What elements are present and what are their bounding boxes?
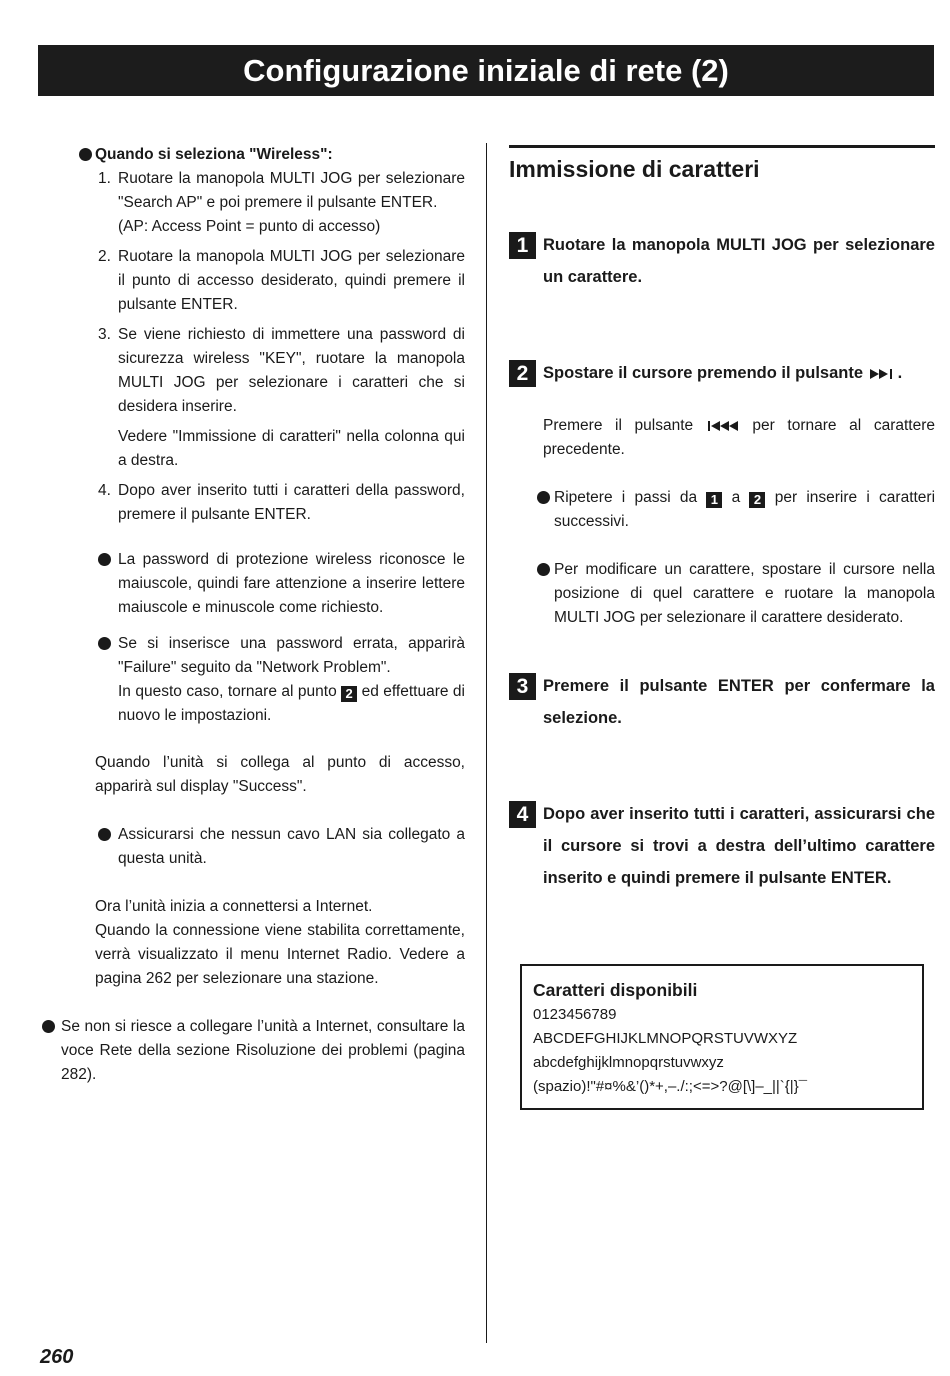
step-ref-badge: 2	[749, 492, 765, 508]
column-divider	[486, 143, 487, 1343]
bullet-icon	[537, 563, 550, 576]
step-1-text: Ruotare la manopola MULTI JOG per selezionare un carattere.	[543, 236, 935, 286]
skip-back-icon	[706, 419, 740, 433]
bullet-wrong-password: Se si inserisce una password errata, apparirà "Failure" seguito da "Network Problem". In questo caso, tornare al punto 2 ed effettuare di nuovo le impostazioni.	[98, 632, 465, 728]
bullet-icon	[42, 1020, 55, 1033]
wireless-heading: Quando si seleziona "Wireless":	[95, 146, 333, 163]
box-line-symbols: (spazio)!"#¤%&’()*+,–./:;<=>?@[\]–_||`{|}¯	[533, 1078, 807, 1095]
box-title: Caratteri disponibili	[533, 980, 698, 1000]
bullet-fail: Se non si riesce a collegare l’unità a Internet, consultare la voce Rete della sezione Risoluzione dei problemi (pagina 282).	[40, 1015, 465, 1087]
step-ref-badge: 1	[706, 492, 722, 508]
page-number: 260	[40, 1346, 74, 1368]
section-rule	[509, 145, 935, 148]
step-2-text: Spostare il cursore premendo il pulsante .	[543, 364, 903, 382]
bullet-case: La password di protezione wireless riconosce le maiuscole, quindi fare attenzione a inserire lettere maiuscole e minuscole come richiesto.	[98, 548, 465, 620]
bullet-icon	[98, 553, 111, 566]
para-connect: Ora l’unità inizia a connettersi a Internet. Quando la connessione viene stabilita correttamente, verrà visualizzato il menu Internet Radio. Vedere a pagina 262 per selezionare una stazione.	[95, 898, 465, 987]
box-line-digits: 0123456789	[533, 1006, 617, 1023]
para-success: Quando l’unità si collega al punto di accesso, apparirà sul display "Success".	[95, 754, 465, 795]
step-ref-badge: 2	[341, 686, 357, 702]
page-title: Configurazione iniziale di rete (2)	[38, 45, 934, 96]
available-characters-box	[520, 964, 924, 1110]
step-4-text: Dopo aver inserito tutti i caratteri, assicurarsi che il cursore si trovi a destra dell’ultimo carattere inserito e quindi premere il pulsante ENTER.	[543, 805, 935, 887]
step-1: 1. Ruotare la manopola MULTI JOG per selezionare "Search AP" e poi premere il pulsante ENTER. (AP: Access Point = punto di accesso)	[98, 170, 465, 235]
section-heading: Immissione di caratteri	[509, 156, 760, 182]
step-number-badge: 2	[509, 360, 536, 387]
step-2: 2. Ruotare la manopola MULTI JOG per selezionare il punto di accesso desiderato, quindi premere il pulsante ENTER.	[98, 248, 465, 313]
step-3-text: Premere il pulsante ENTER per confermare la selezione.	[543, 677, 935, 727]
box-line-uppercase: ABCDEFGHIJKLMNOPQRSTUVWXYZ	[533, 1030, 798, 1047]
bullet-icon	[98, 637, 111, 650]
skip-forward-icon	[868, 367, 898, 381]
box-line-lowercase: abcdefghijklmnopqrstuvwxyz	[533, 1054, 724, 1071]
step-4: 4. Dopo aver inserito tutti i caratteri della password, premere il pulsante ENTER.	[98, 482, 465, 523]
bullet-icon	[98, 828, 111, 841]
bullet-icon	[79, 148, 92, 161]
bullet-lan: Assicurarsi che nessun cavo LAN sia collegato a questa unità.	[98, 823, 465, 871]
bullet-icon	[537, 491, 550, 504]
step-number-badge: 4	[509, 801, 536, 828]
step-3: 3. Se viene richiesto di immettere una password di sicurezza wireless "KEY", ruotare la manopola MULTI JOG per selezionare i caratteri che si desidera inserire. Vedere "Immissione di caratteri" nella colonna qui a destra.	[98, 326, 465, 469]
step-number-badge: 1	[509, 232, 536, 259]
step-number-badge: 3	[509, 673, 536, 700]
